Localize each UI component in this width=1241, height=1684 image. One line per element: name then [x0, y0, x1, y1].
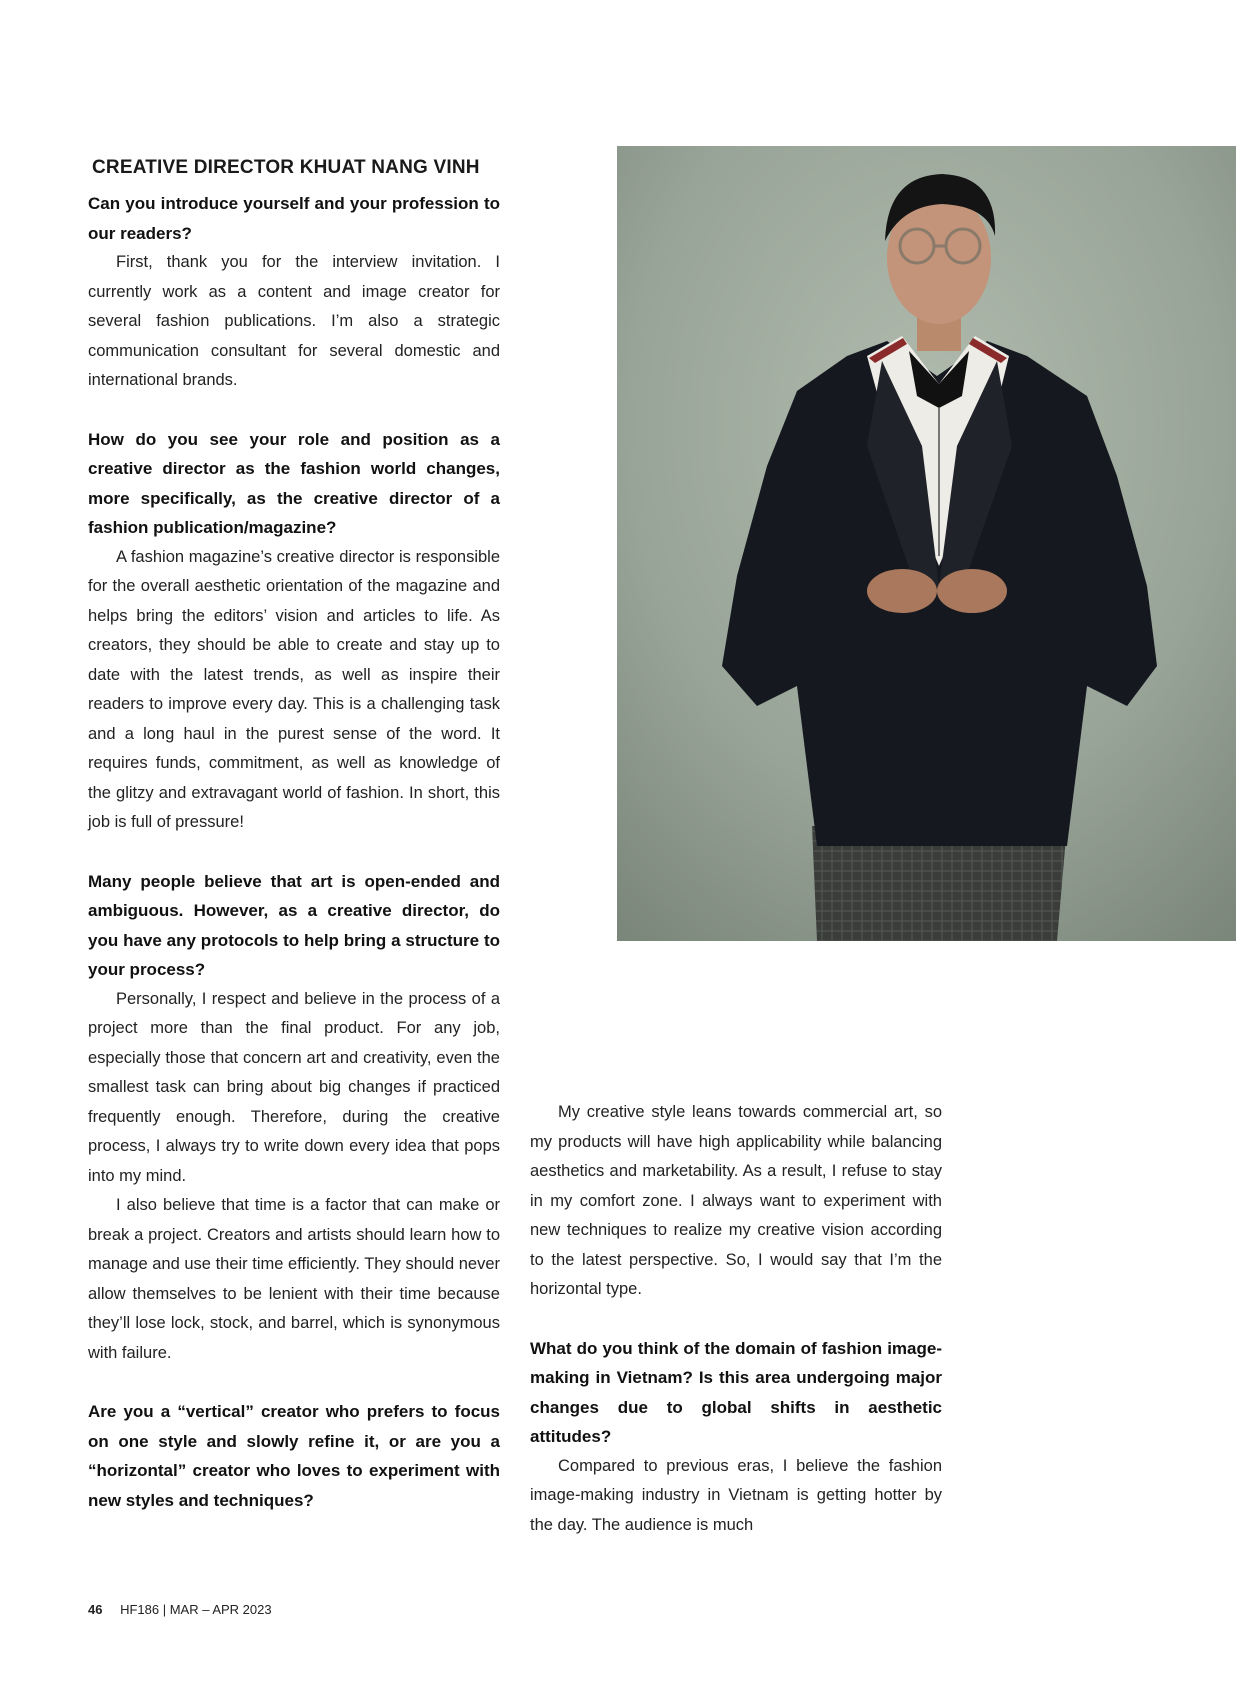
right-text-flow — [530, 1098, 942, 1540]
interview-question: Are you a “vertical” creator who prefers to focus on one style and slowly refine it, or are you a “horizontal” creator who loves to experiment with new styles and techniques? — [88, 1402, 500, 1510]
portrait-illustration — [617, 146, 1236, 941]
interview-answer: Personally, I respect and believe in the process of a project more than the final product. For any job, especially those that concern art and creativity, even the smallest task can bring about big changes if practiced frequently enough. Therefore, during the creative process, I always try to write down every idea that pops into my mind. — [88, 989, 500, 1185]
interview-answer: I also believe that time is a factor that can make or break a project. Creators and artists should learn how to manage and use their time efficiently. They should never allow themselves to be lenient with their time because they’ll lose lock, stock, and barrel, which is synonymous with failure. — [88, 1196, 500, 1362]
interview-answer: A fashion magazine’s creative director is responsible for the overall aesthetic orientation of the magazine and helps bring the editors’ vision and articles to life. As creators, they should be able to create and stay up to date with the latest trends, as well as inspire their readers to improve every day. This is a challenging task and a long haul in the purest sense of the word. It requires funds, commitment, as well as knowledge of the glitzy and extravagant world of fashion. In short, this job is full of pressure! — [88, 547, 500, 831]
interview-question: How do you see your role and position as a creative director as the fashion world changes, more specifically, as the creative director of a fashion publication/magazine? — [88, 429, 500, 537]
page-footer — [88, 1602, 272, 1617]
article-headline: CREATIVE DIRECTOR KHUAT NANG VINH — [92, 157, 480, 178]
issue-info: HF186 | MAR – APR 2023 — [120, 1602, 272, 1617]
page-number: 46 — [88, 1602, 103, 1617]
paragraph-gap — [88, 396, 500, 425]
interview-question: Can you introduce yourself and your profession to our readers? — [88, 194, 500, 243]
interview-answer: My creative style leans towards commercial art, so my products will have high applicability while balancing aesthetics and marketability. As a result, I refuse to stay in my comfort zone. I always want to experiment with new techniques to realize my creative vision according to the latest perspective. So, I would say that I’m the horizontal type. — [530, 1103, 942, 1298]
interview-answer: First, thank you for the interview invitation. I currently work as a content and image creator for several fashion publications. I’m also a strategic communication consultant for several domestic and international brands. — [88, 253, 500, 389]
interview-question: What do you think of the domain of fashion image-making in Vietnam? Is this area undergoing major changes due to global shifts in aesthetic attitudes? — [530, 1338, 942, 1446]
interview-question: Many people believe that art is open-ended and ambiguous. However, as a creative director, do you have any protocols to help bring a structure to your process? — [88, 871, 500, 979]
portrait-photo — [617, 146, 1236, 941]
paragraph-gap — [88, 1368, 500, 1397]
left-column — [88, 155, 500, 1515]
interview-answer: Compared to previous eras, I believe the fashion image-making industry in Vietnam is getting hotter by the day. The audience is much — [530, 1456, 942, 1534]
paragraph-gap — [88, 838, 500, 867]
left-text-flow — [88, 189, 500, 1515]
right-column — [530, 1098, 942, 1540]
paragraph-gap — [530, 1305, 942, 1334]
